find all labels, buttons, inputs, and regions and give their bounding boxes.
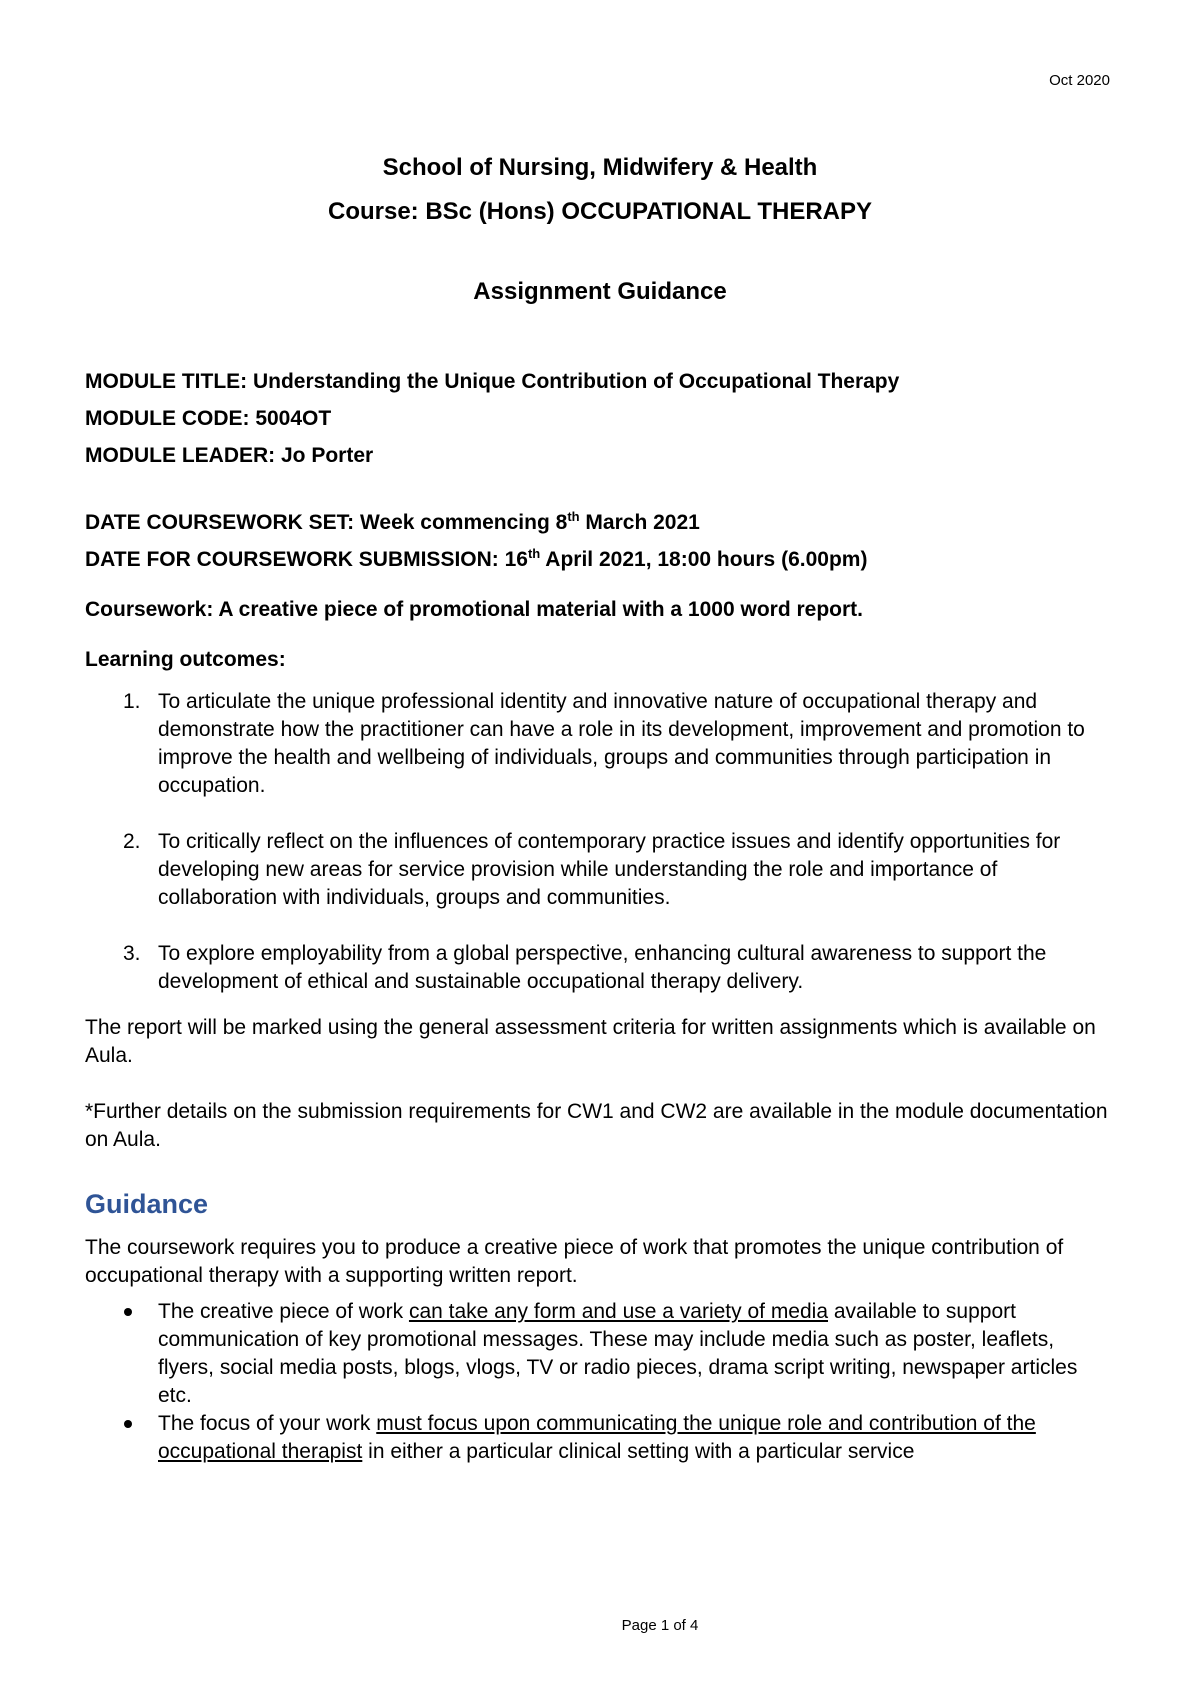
date-set-prefix: DATE COURSEWORK SET: Week commencing 8 bbox=[85, 511, 568, 534]
bullet-pre: The creative piece of work bbox=[158, 1300, 409, 1323]
coursework-description: Coursework: A creative piece of promotional material with a 1000 word report. bbox=[85, 598, 863, 621]
list-number: 1. bbox=[123, 690, 141, 713]
list-number: 2. bbox=[123, 830, 141, 853]
assignment-title: Assignment Guidance bbox=[473, 278, 727, 305]
header-date: Oct 2020 bbox=[1049, 72, 1110, 89]
list-number: 3. bbox=[123, 942, 141, 965]
school-title: School of Nursing, Midwifery & Health bbox=[382, 154, 818, 181]
list-item-text: To critically reflect on the influences of contemporary practice issues and identify opportunities for developing new areas for service provision while understanding the role and importance of collaboration with individuals, groups and communities. bbox=[158, 830, 1061, 909]
date-set-sup: th bbox=[567, 509, 580, 524]
list-item-text: To explore employability from a global perspective, enhancing cultural awareness to support the development of ethical and sustainable occupational therapy delivery. bbox=[158, 942, 1047, 993]
module-leader: MODULE LEADER: Jo Porter bbox=[85, 444, 374, 467]
guidance-intro: The coursework requires you to produce a creative piece of work that promotes the unique contribution of occupational therapy with a supporting written report. bbox=[85, 1236, 1064, 1287]
marking-paragraph: The report will be marked using the general assessment criteria for written assignments which is available on Aula. bbox=[85, 1016, 1096, 1067]
learning-outcomes-list bbox=[85, 688, 1115, 996]
date-set-suffix: March 2021 bbox=[579, 511, 700, 534]
list-item-text: To articulate the unique professional identity and innovative nature of occupational therapy and demonstrate how the practitioner can have a role in its development, improvement and promotion to improve the health and wellbeing of individuals, groups and communities through participation in occupation. bbox=[158, 690, 1085, 797]
bullet-post: in either a particular clinical setting with a particular service bbox=[362, 1440, 915, 1463]
list-item bbox=[85, 1410, 1115, 1466]
bullet-underlined: must focus upon communicating the unique role and contribution of the occupational therapist bbox=[158, 1412, 1036, 1463]
module-code: MODULE CODE: 5004OT bbox=[85, 407, 332, 430]
date-coursework-set bbox=[85, 509, 1115, 537]
learning-outcomes-heading: Learning outcomes: bbox=[85, 648, 286, 671]
list-item bbox=[85, 1298, 1115, 1410]
date-submission-prefix: DATE FOR COURSEWORK SUBMISSION: 16 bbox=[85, 548, 528, 571]
bullet-icon bbox=[124, 1308, 132, 1316]
course-title: Course: BSc (Hons) OCCUPATIONAL THERAPY bbox=[327, 198, 873, 225]
document-body bbox=[85, 368, 1115, 1466]
bullet-underlined: can take any form and use a variety of media bbox=[408, 1300, 829, 1323]
bullet-post: available to support communication of key promotional messages. These may include media such as poster, leaflets, flyers, social media posts, blogs, vlogs, TV or radio pieces, drama script writing, newspaper articles etc. bbox=[158, 1300, 1078, 1407]
bullet-pre: The focus of your work bbox=[158, 1412, 377, 1435]
guidance-bullets bbox=[85, 1298, 1115, 1466]
guidance-heading: Guidance bbox=[85, 1189, 209, 1219]
bullet-icon bbox=[124, 1420, 132, 1428]
title-block bbox=[0, 146, 1200, 314]
list-item bbox=[85, 688, 1115, 800]
list-item bbox=[85, 828, 1115, 912]
module-title: MODULE TITLE: Understanding the Unique Contribution of Occupational Therapy bbox=[85, 370, 900, 393]
further-details-paragraph: *Further details on the submission requirements for CW1 and CW2 are available in the module documentation on Aula. bbox=[85, 1100, 1108, 1151]
date-submission-sup: th bbox=[527, 546, 541, 561]
date-submission-suffix: April 2021, 18:00 hours (6.00pm) bbox=[540, 548, 868, 571]
page-number: Page 1 of 4 bbox=[621, 1617, 699, 1634]
date-coursework-submission bbox=[85, 546, 1115, 574]
list-item bbox=[85, 940, 1115, 996]
